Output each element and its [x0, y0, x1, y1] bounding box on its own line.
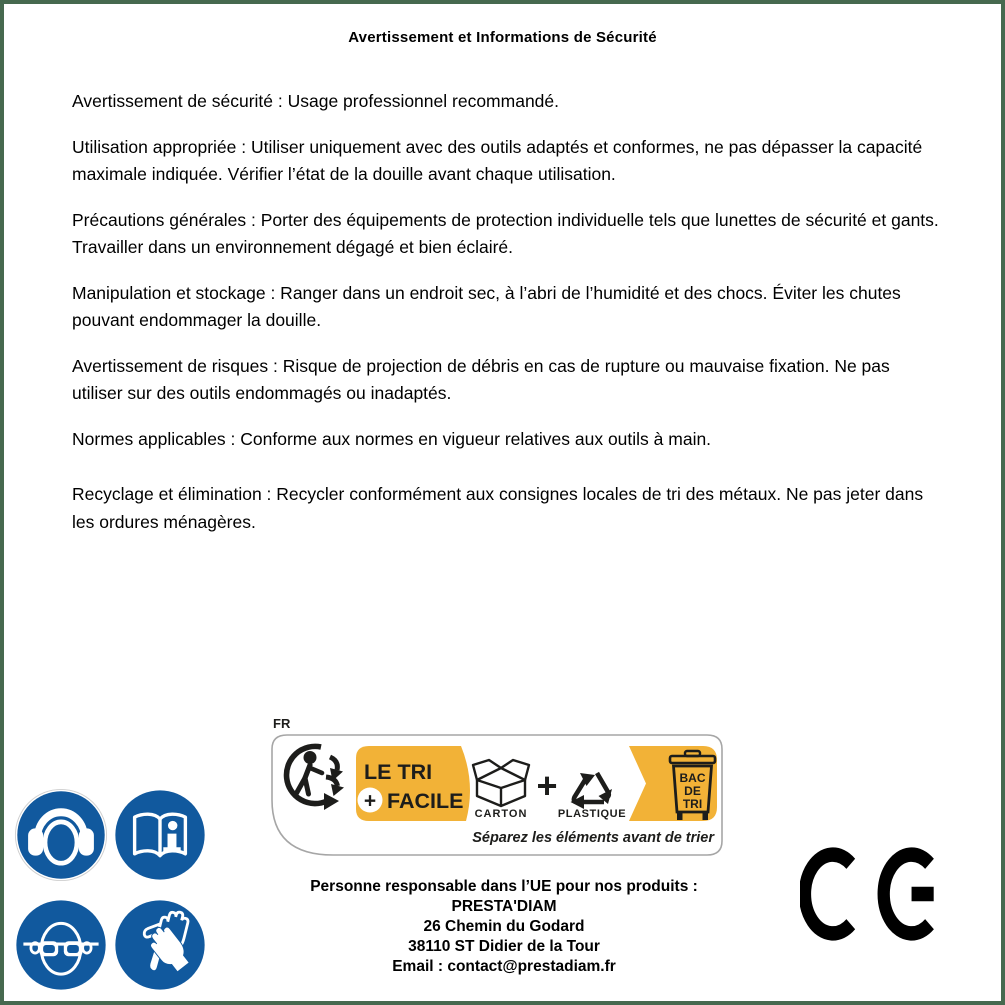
wear-ear-protection-icon	[14, 788, 108, 882]
contact-company-name: PRESTA'DIAM	[451, 898, 557, 915]
banner-plus-icon: +	[363, 789, 377, 813]
wear-protective-gloves-icon	[113, 898, 207, 992]
sorting-tagline: Séparez les éléments avant de trier	[472, 830, 714, 846]
country-code-label: FR	[273, 716, 291, 731]
paragraph-standards: Normes applicables : Conforme aux normes en vigueur relatives aux outils à main.	[72, 428, 712, 449]
bin-word-2: DE	[684, 784, 701, 798]
bin-word-3: TRI	[682, 797, 703, 811]
materials-plus-icon: +	[536, 765, 558, 806]
info-tri-logo	[271, 716, 725, 856]
carton-label: CARTON	[474, 808, 528, 820]
safety-text-block	[72, 88, 943, 554]
contact-email: Email : contact@prestadiam.fr	[392, 958, 616, 975]
paragraph-recycling: Recyclage et élimination : Recycler conformément aux consignes locales de tri des métaux. Ne pas jeter dans les ordures ménagères.	[72, 484, 924, 532]
contact-city: 38110 ST Didier de la Tour	[408, 938, 600, 955]
read-instruction-manual-icon	[113, 788, 207, 882]
paragraph-proper-use: Utilisation appropriée : Utiliser uniquement avec des outils adaptés et conformes, ne pas dépasser la capacité maximale indiquée. Vérifier l’état de la douille avant chaque utilisation.	[72, 136, 923, 184]
tri-facile-line1: LE TRI	[364, 760, 433, 784]
paragraph-precautions: Précautions générales : Porter des équipements de protection individuelle tels que lunettes de sécurité et gants. Travailler dans un environnement dégagé et bien éclairé.	[72, 209, 939, 257]
page-title: Avertissement et Informations de Sécurité	[348, 29, 657, 46]
paragraph-storage: Manipulation et stockage : Ranger dans un endroit sec, à l’abri de l’humidité et des chocs. Éviter les chutes pouvant endommager la douille.	[72, 282, 901, 330]
tri-facile-line2: FACILE	[387, 789, 464, 813]
contact-street: 26 Chemin du Godard	[423, 918, 585, 935]
mandatory-pictograms	[14, 788, 207, 992]
contact-block	[244, 877, 764, 977]
plastique-label: PLASTIQUE	[557, 808, 627, 820]
paragraph-safety-warning: Avertissement de sécurité : Usage professionnel recommandé.	[72, 91, 560, 111]
contact-responsible-line: Personne responsable dans l’UE pour nos produits :	[310, 878, 698, 895]
paragraph-risk-warning: Avertissement de risques : Risque de projection de débris en cas de rupture ou mauvaise fixation. Ne pas utiliser sur des outils endommagés ou inadaptés.	[72, 355, 890, 403]
wear-eye-protection-icon	[14, 898, 108, 992]
bin-word-1: BAC	[679, 771, 706, 785]
ce-mark-icon	[800, 846, 946, 942]
